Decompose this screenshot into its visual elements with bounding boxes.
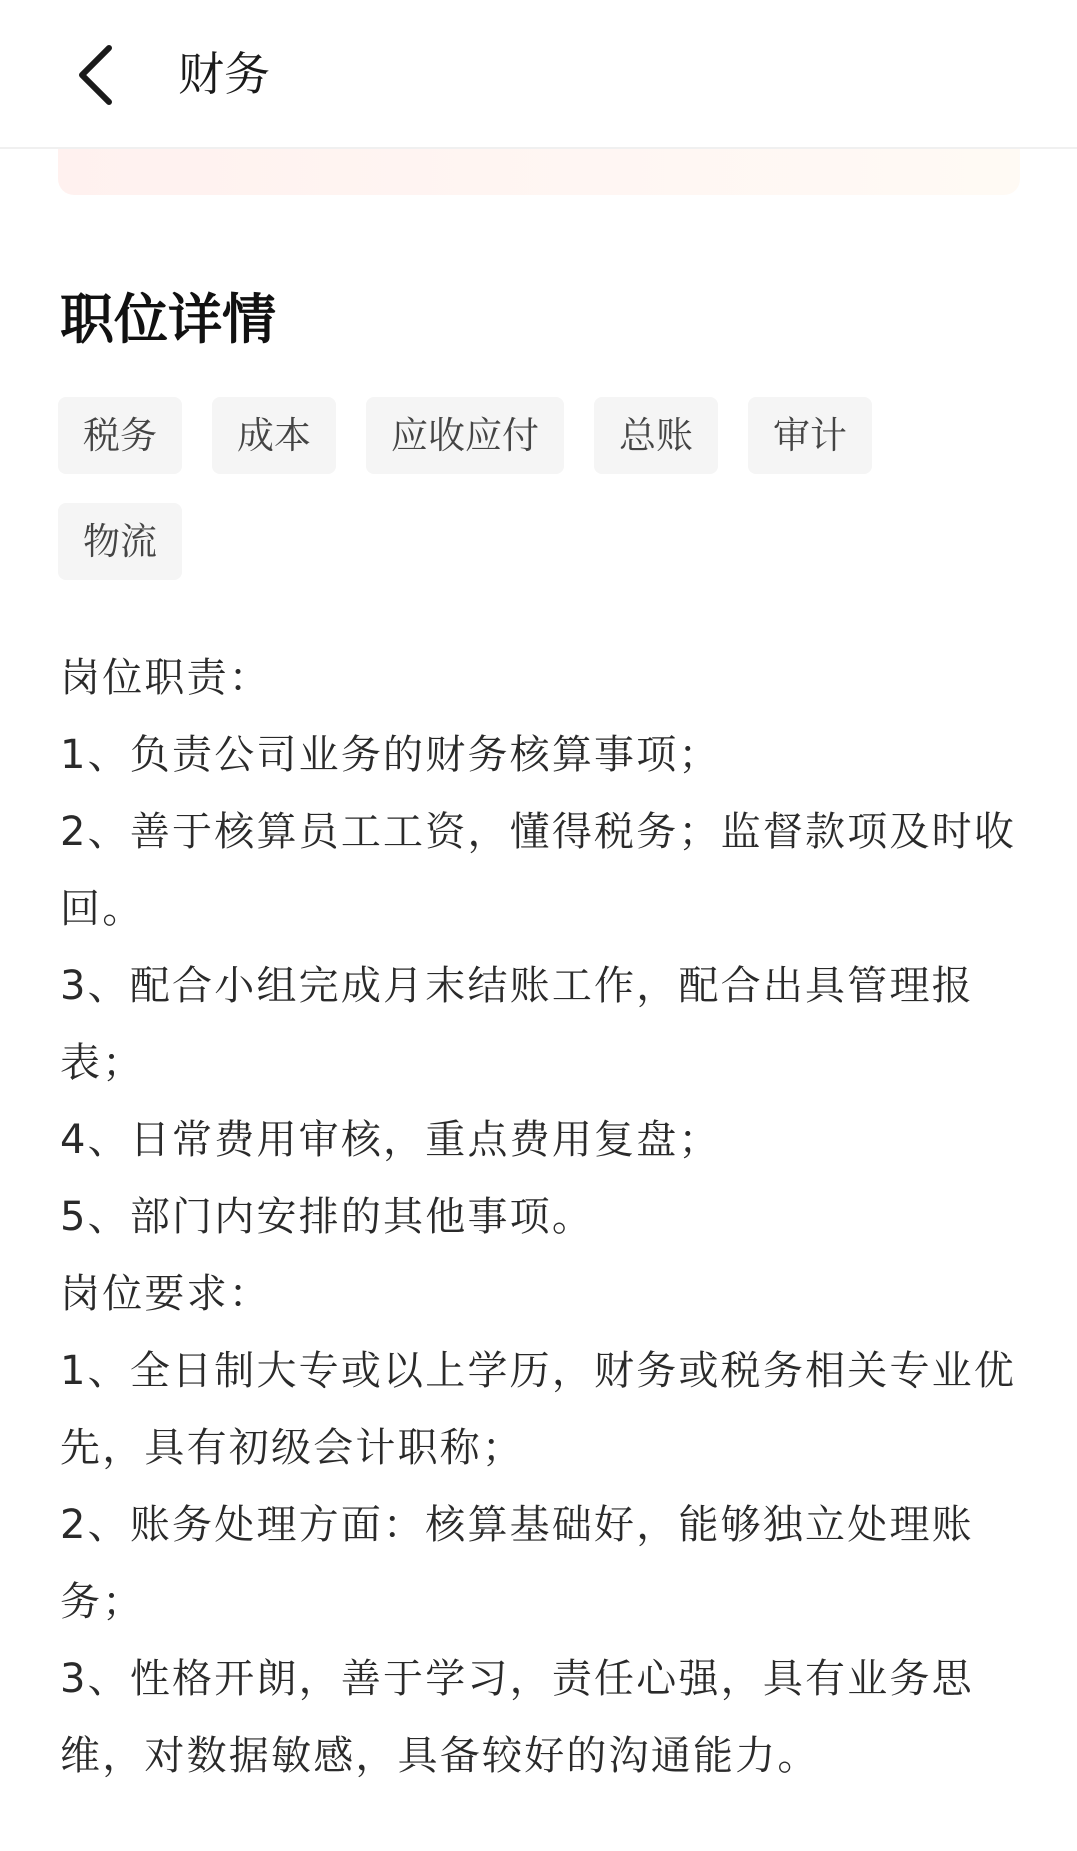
job-description: [60, 640, 1025, 1795]
skill-tag: 审计: [748, 397, 872, 474]
description-line: 2、善于核算员工工资，懂得税务；监督款项及时收回。: [60, 809, 1017, 932]
description-line: 3、性格开朗，善于学习，责任心强，具有业务思维，对数据敏感，具备较好的沟通能力。: [60, 1656, 974, 1779]
top-nav-bar: [0, 0, 1077, 149]
skill-tag: 总账: [594, 397, 718, 474]
skill-tag: 物流: [58, 503, 182, 580]
skill-tag: 成本: [212, 397, 336, 474]
banner-card-edge: [58, 149, 1020, 195]
description-line: 1、负责公司业务的财务核算事项；: [60, 732, 721, 778]
skill-tag: 税务: [58, 397, 182, 474]
back-button[interactable]: [60, 40, 130, 110]
description-line: 3、配合小组完成月末结账工作，配合出具管理报表；: [60, 963, 974, 1086]
description-line: 2、账务处理方面：核算基础好，能够独立处理账务；: [60, 1502, 974, 1625]
description-line: 4、日常费用审核，重点费用复盘；: [60, 1117, 721, 1163]
description-line: 岗位要求：: [60, 1271, 271, 1317]
page-title: 财务: [178, 47, 270, 101]
description-line: 岗位职责：: [60, 655, 271, 701]
description-line: 5、部门内安排的其他事项。: [60, 1194, 595, 1240]
description-line: 1、全日制大专或以上学历，财务或税务相关专业优先，具有初级会计职称；: [60, 1348, 1017, 1471]
skill-tag-list: [58, 397, 998, 580]
chevron-left-icon: [75, 44, 115, 106]
skill-tag: 应收应付: [366, 397, 564, 474]
section-title: 职位详情: [60, 288, 276, 351]
